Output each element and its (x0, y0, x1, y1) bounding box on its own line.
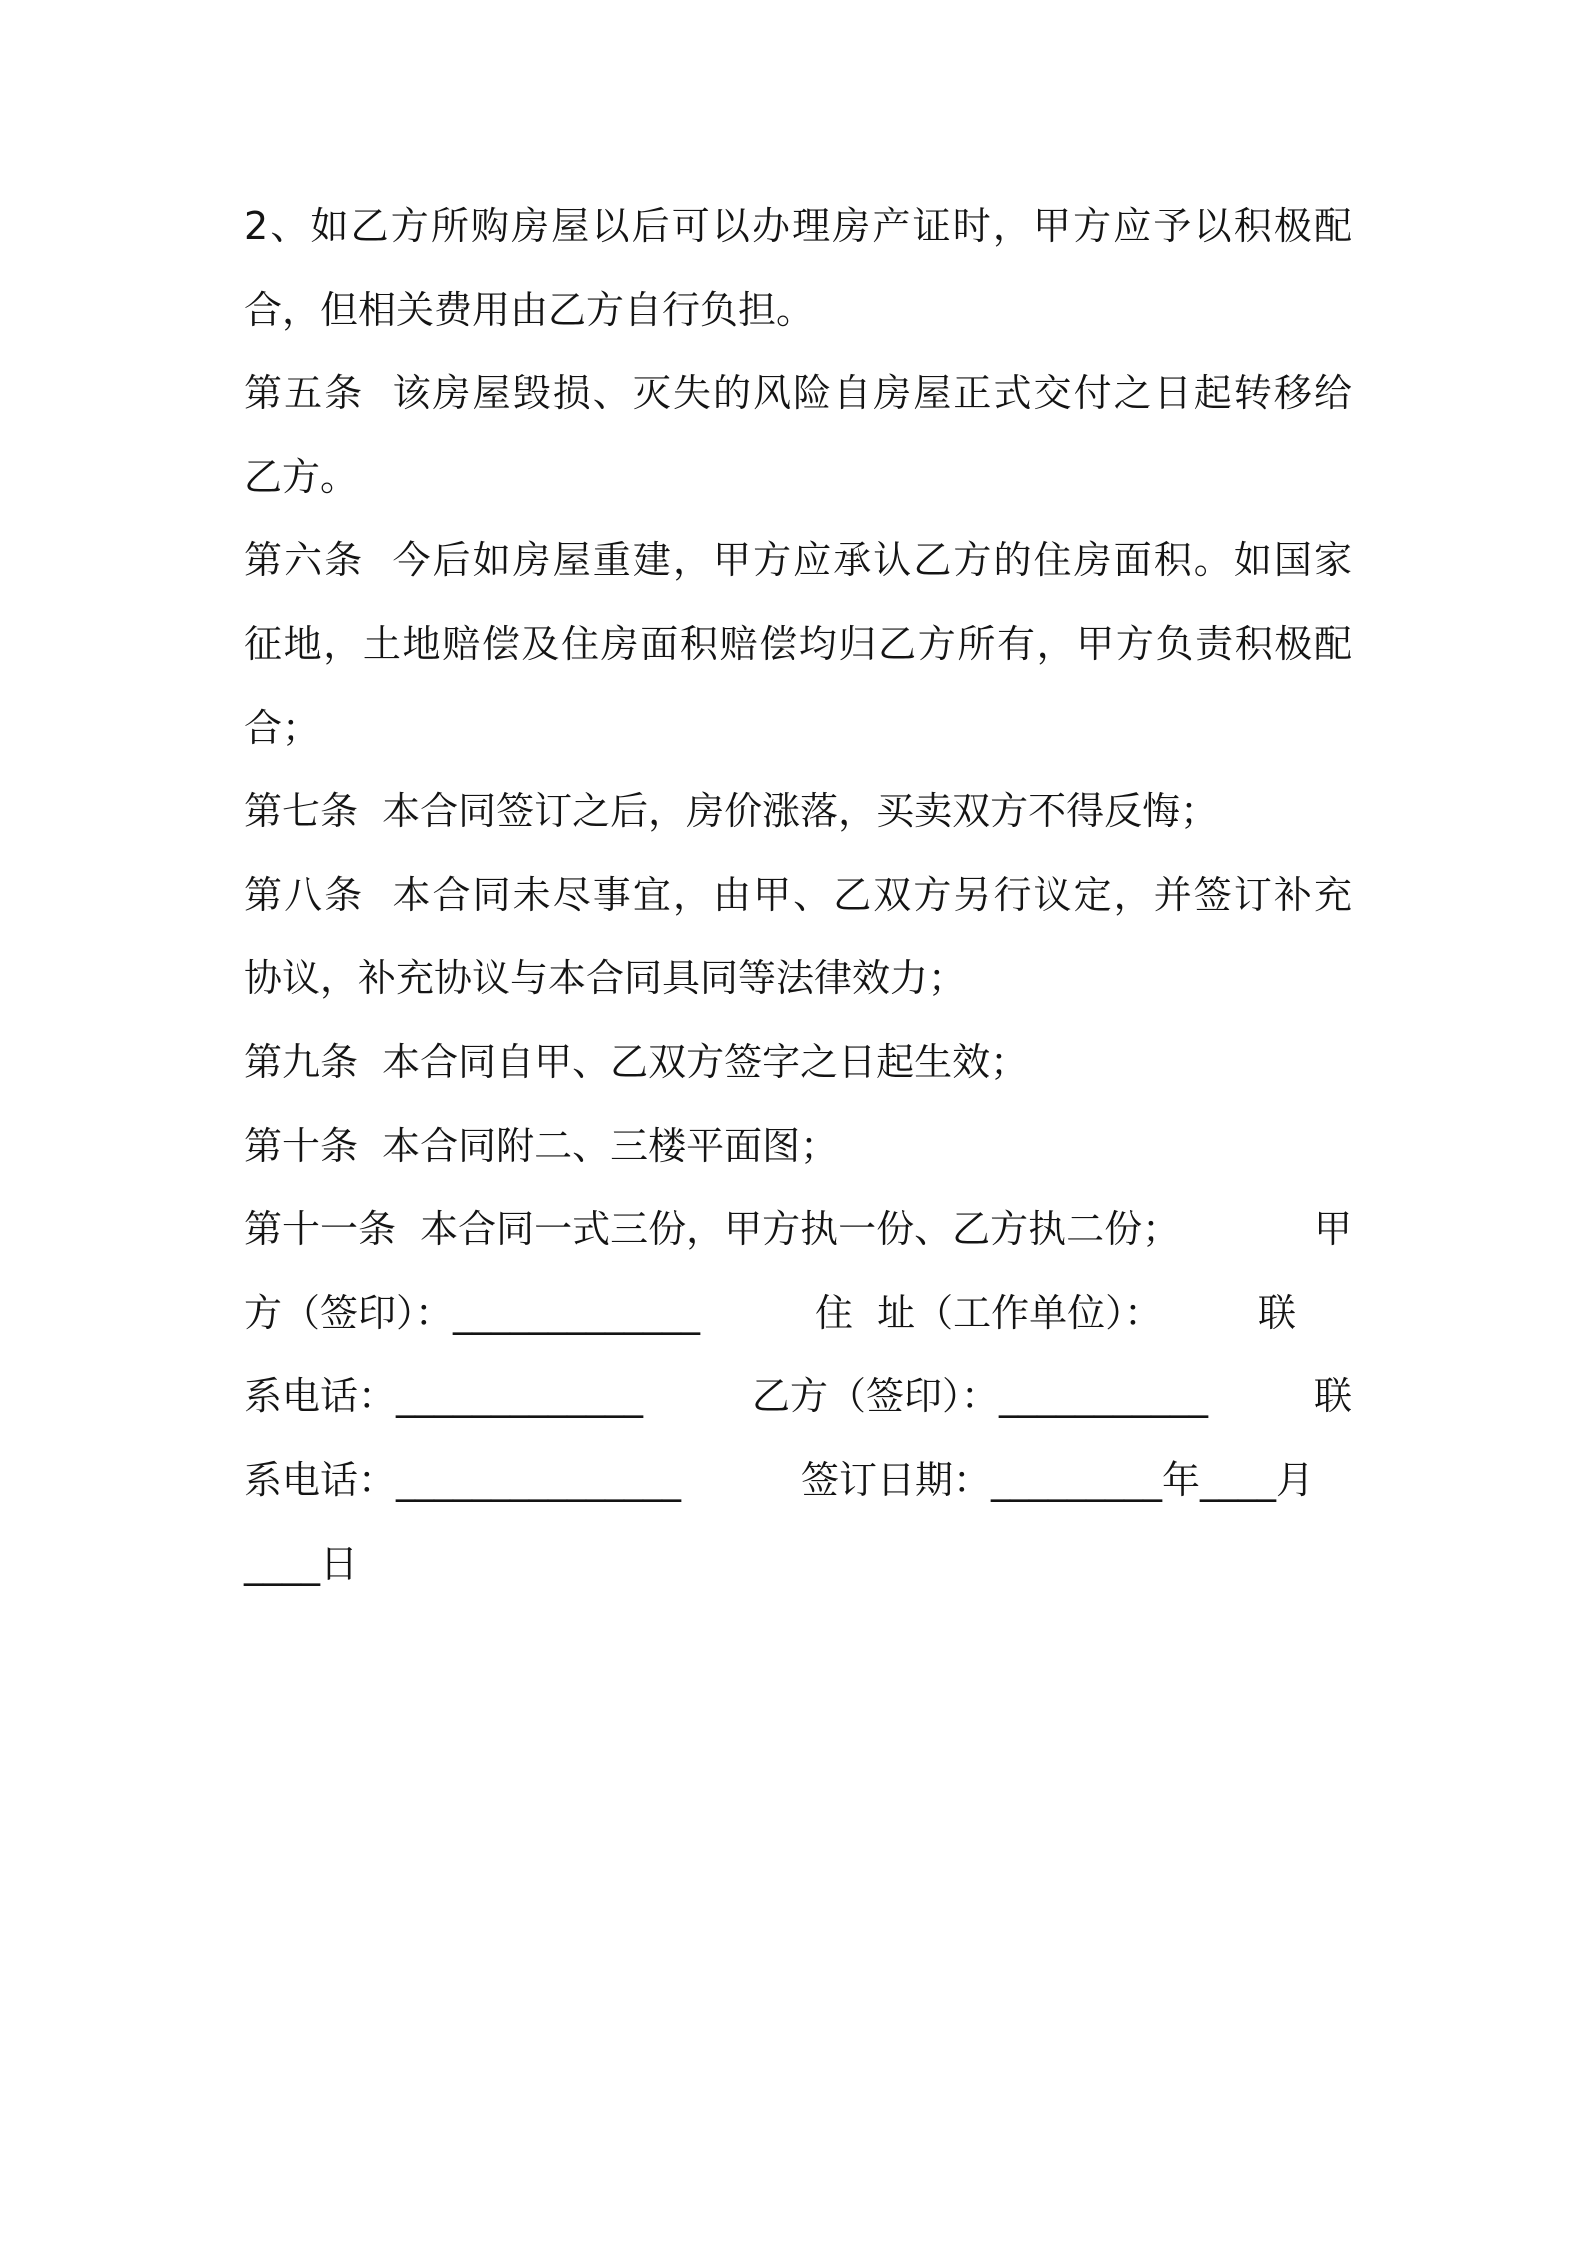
clause-6-line-2: 征地，土地赔偿及住房面积赔偿均归乙方所有，甲方负责积极配 (244, 621, 1352, 666)
signing-date-day-field: ____日 (244, 1541, 359, 1586)
clause-4-item-2-line-1: 2、如乙方所购房屋以后可以办理房产证时，甲方应予以积极配 (244, 204, 1352, 248)
clause-10-line-1: 第十条 本合同附二、三楼平面图； (244, 1123, 839, 1168)
clause-6-line-1: 第六条 今后如房屋重建，甲方应承认乙方的住房面积。如国家 (244, 538, 1352, 583)
clause-8-line-2: 协议，补充协议与本合同具同等法律效力； (244, 956, 967, 1001)
address-work-unit-label: 住 址（工作单位）： (815, 1290, 1163, 1335)
clause-6-line-3: 合； (244, 705, 321, 750)
party-a-label-start: 甲 (1313, 1207, 1352, 1252)
clause-5-line-2: 乙方。 (244, 454, 359, 499)
clause-9-line-1: 第九条 本合同自甲、乙双方签字之日起生效； (244, 1039, 1029, 1084)
clause-7-line-1: 第七条 本合同签订之后，房价涨落，买卖双方不得反悔； (244, 789, 1219, 834)
clause-4-item-2-line-2: 合，但相关费用由乙方自行负担。 (244, 287, 815, 332)
clause-8-line-1: 第八条 本合同未尽事宜，由甲、乙双方另行议定，并签订补充 (244, 872, 1352, 917)
contact-phone-label-start: 联 (1258, 1290, 1297, 1335)
contact-phone-label-start-2: 联 (1313, 1374, 1352, 1419)
contact-phone-field-2: 系电话：_______________ (244, 1457, 682, 1502)
clause-11-line (244, 1188, 1352, 1272)
clause-11-text: 第十一条 本合同一式三份，甲方执一份、乙方执二份； (244, 1207, 1181, 1252)
signature-line-4 (244, 1523, 1352, 1607)
signature-line-3 (244, 1439, 1352, 1523)
signature-line-2 (244, 1355, 1352, 1439)
contact-phone-field: 系电话：_____________ (244, 1374, 644, 1419)
party-a-signature-field: 方（签印）：_____________ (244, 1290, 701, 1335)
signing-date-field: 签订日期：_________年____月 (801, 1457, 1315, 1502)
party-b-signature-field: 乙方（签印）：___________ (752, 1374, 1209, 1419)
signature-line-1 (244, 1272, 1352, 1356)
clause-5-line-1: 第五条 该房屋毁损、灭失的风险自房屋正式交付之日起转移给 (244, 371, 1352, 416)
contract-body (244, 185, 1352, 1606)
